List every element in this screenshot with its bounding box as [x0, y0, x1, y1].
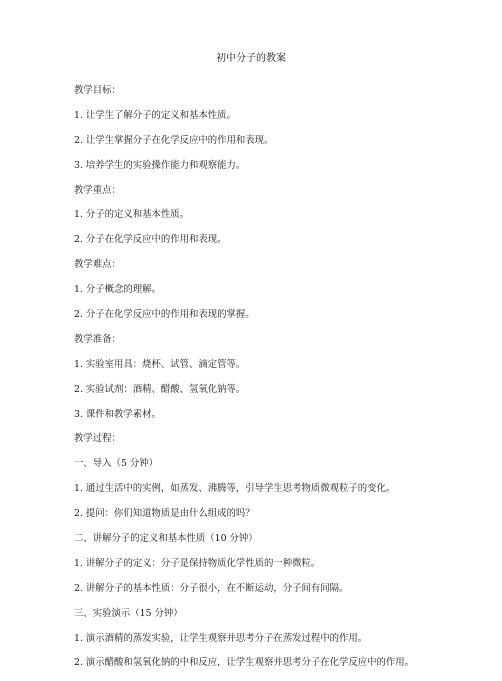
paragraph-line: 2. 演示醋酸和氢氧化钠的中和反应，让学生观察并思考分子在化学反应中的作用。: [74, 657, 415, 669]
section-heading-preparation: 教学准备：: [74, 333, 121, 345]
paragraph-line: 1. 讲解分子的定义：分子是保持物质化学性质的一种微粒。: [74, 557, 321, 569]
section-heading-difficulties: 教学难点：: [74, 259, 121, 271]
subsection-heading: 二、讲解分子的定义和基本性质（10 分钟）: [74, 533, 258, 545]
paragraph-line: 1. 分子概念的理解。: [74, 284, 161, 296]
section-heading-process: 教学过程：: [74, 433, 121, 445]
paragraph-line: 2. 讲解分子的基本性质：分子很小，在不断运动，分子间有间隔。: [74, 582, 349, 594]
section-heading-objectives: 教学目标：: [74, 85, 121, 96]
paragraph-line: 1. 让学生了解分子的定义和基本性质。: [74, 109, 236, 121]
paragraph-line: 1. 演示酒精的蒸发实验，让学生观察并思考分子在蒸发过程中的作用。: [74, 632, 368, 644]
paragraph-line: 2. 分子在化学反应中的作用和表现的掌握。: [74, 309, 255, 321]
paragraph-line: 1. 分子的定义和基本性质。: [74, 209, 190, 221]
document-body: [74, 84, 474, 681]
paragraph-line: 1. 通过生活中的实例，如蒸发、沸腾等，引导学生思考物质微观粒子的变化。: [74, 483, 396, 495]
paragraph-line: 1. 实验室用具：烧杯、试管、滴定管等。: [74, 358, 246, 370]
paragraph-line: 3. 课件和教学素材。: [74, 408, 161, 420]
paragraph-line: 2. 提问：你们知道物质是由什么组成的吗？: [74, 508, 255, 520]
paragraph-line: 2. 实验试剂：酒精、醋酸、氢氧化钠等。: [74, 383, 246, 395]
paragraph-line: 3. 培养学生的实验操作能力和观察能力。: [74, 159, 246, 171]
paragraph-line: 2. 让学生掌握分子在化学反应中的作用和表现。: [74, 134, 274, 146]
subsection-heading: 三、实验演示（15 分钟）: [74, 607, 183, 619]
section-heading-key-points: 教学重点：: [74, 184, 121, 196]
paragraph-line: 2. 分子在化学反应中的作用和表现。: [74, 234, 227, 246]
subsection-heading: 一、导入（5 分钟）: [74, 458, 158, 470]
document-title: 初中分子的教案: [216, 53, 286, 64]
